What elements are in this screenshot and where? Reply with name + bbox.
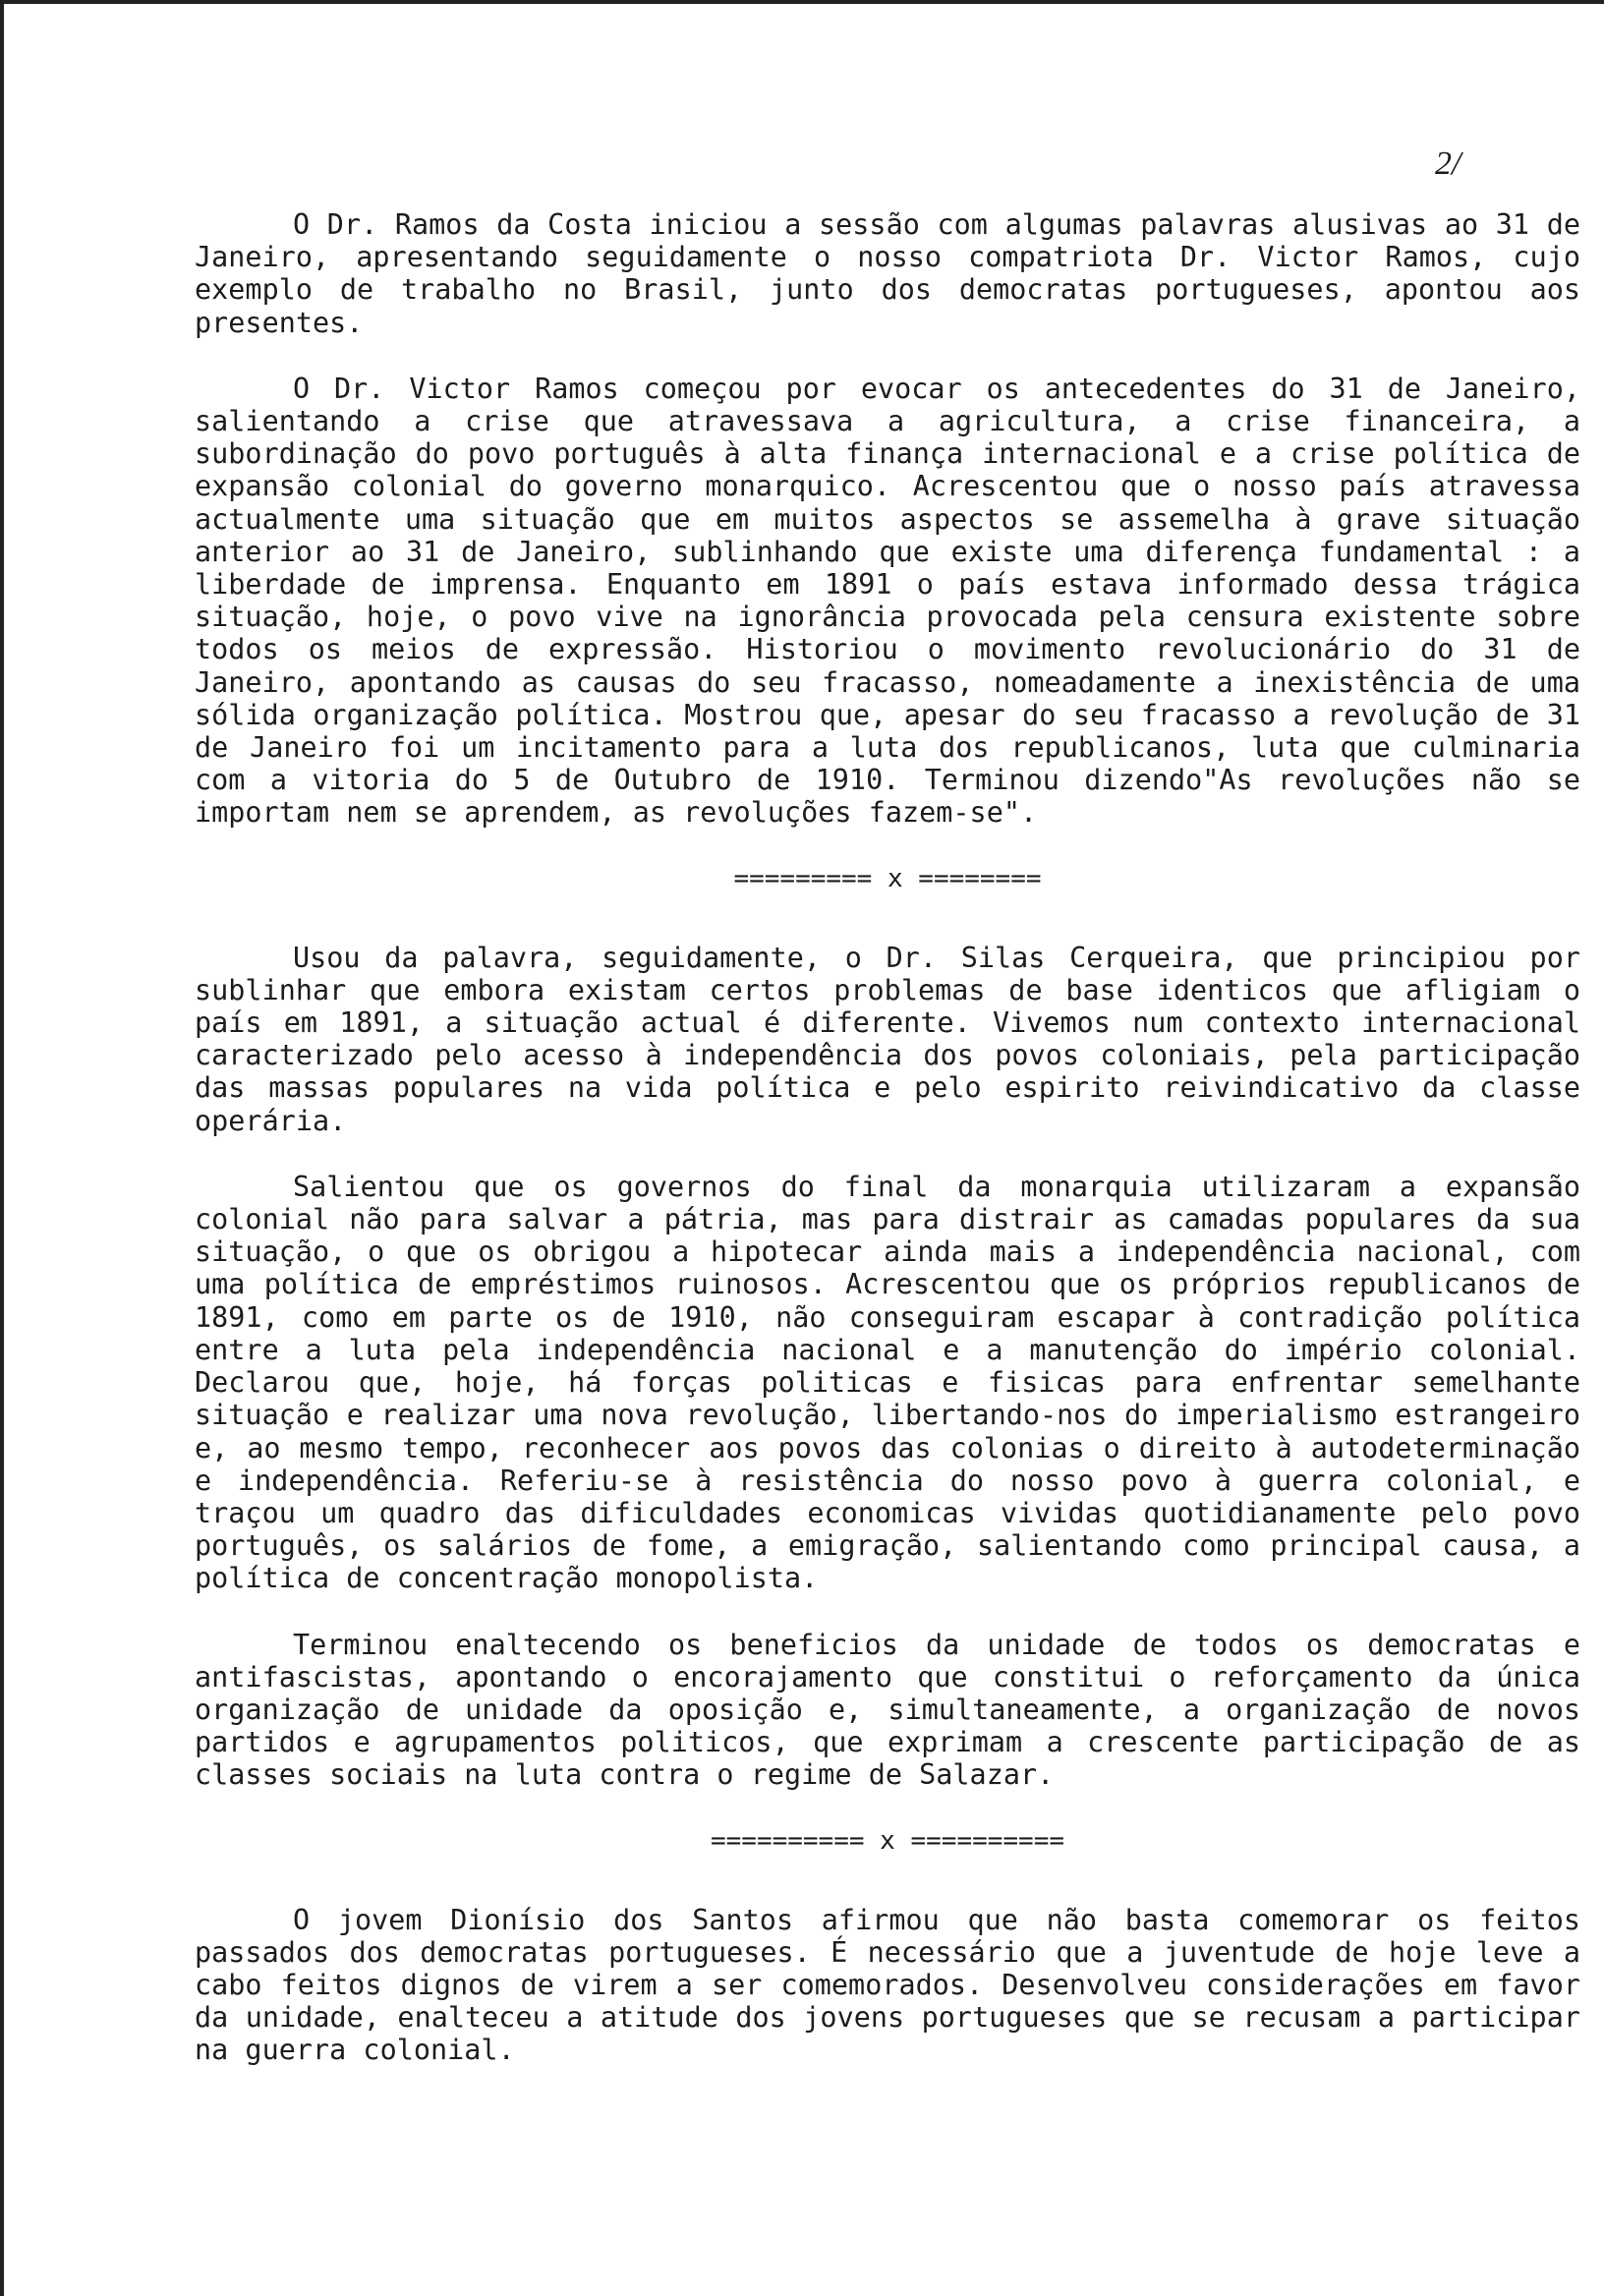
section-separator: ========= x ========: [733, 863, 1042, 893]
paragraph-unity: Terminou enaltecendo os beneficios da unidade de todos os democratas e antifascistas, apontando o encorajamento que constitui o reforçamento da única organização de unidade da oposição e, simultaneamente, a organização de novos partidos e agrupamentos politicos, que exprimam a crescente participação de as classes sociais na luta contra o regime de Salazar.: [195, 1628, 1580, 1792]
paragraph-dionisio-santos: O jovem Dionísio dos Santos afirmou que não basta comemorar os feitos passados dos democratas portugueses. É necessário que a juventude de hoje leve a cabo feitos dignos de virem a ser comemorados. Desenvolveu considerações em favor da unidade, enalteceu a atitude dos jovens portugueses que se recusam a participar na guerra colonial.: [195, 1903, 1580, 2067]
paragraph-opening: O Dr. Ramos da Costa iniciou a sessão com algumas palavras alusivas ao 31 de Janeiro, apresentando seguidamente o nosso compatriota Dr. Victor Ramos, cujo exemplo de trabalho no Brasil, junto dos democratas portugueses, apontou aos presentes.: [195, 208, 1580, 339]
paragraph-silas-cerqueira: Usou da palavra, seguidamente, o Dr. Silas Cerqueira, que principiou por sublinhar que embora existam certos problemas de base identicos que afligiam o país em 1891, a situação actual é diferente. Vivemos num contexto internacional caracterizado pelo acesso à independência dos povos coloniais, pela participação das massas populares na vida política e pelo espirito reivindicativo da classe operária.: [195, 941, 1580, 1137]
document-body: [195, 208, 1580, 2100]
section-separator: ========== x ==========: [710, 1825, 1065, 1856]
page-number: 2/: [1435, 145, 1461, 182]
paragraph-victor-ramos: O Dr. Victor Ramos começou por evocar os antecedentes do 31 de Janeiro, salientando a crise que atravessava a agricultura, a crise financeira, a subordinação do povo português à alta finança internacional e a crise política de expansão colonial do governo monarquico. Acrescentou que o nosso país atravessa actualmente uma situação que em muitos aspectos se assemelha à grave situação anterior ao 31 de Janeiro, sublinhando que existe uma diferença fundamental : a liberdade de imprensa. Enquanto em 1891 o país estava informado dessa trágica situação, hoje, o povo vive na ignorância provocada pela censura existente sobre todos os meios de expressão. Historiou o movimento revolucionário do 31 de Janeiro, apontando as causas do seu fracasso, nomeadamente a inexistência de uma sólida organização política. Mostrou que, apesar do seu fracasso a revolução de 31 de Janeiro foi um incitamento para a luta dos republicanos, luta que culminaria com a vitoria do 5 de Outubro de 1910. Terminou dizendo"As revoluções não se importam nem se aprendem, as revoluções fazem-se".: [195, 372, 1580, 830]
paragraph-colonial-expansion: Salientou que os governos do final da monarquia utilizaram a expansão colonial não para salvar a pátria, mas para distrair as camadas populares da sua situação, o que os obrigou a hipotecar ainda mais a independência nacional, com uma política de empréstimos ruinosos. Acrescentou que os próprios republicanos de 1891, como em parte os de 1910, não conseguiram escapar à contradição política entre a luta pela independência nacional e a manutenção do império colonial. Declarou que, hoje, há forças politicas e fisicas para enfrentar semelhante situação e realizar uma nova revolução, libertando-nos do imperialismo estrangeiro e, ao mesmo tempo, reconhecer aos povos das colonias o direito à autodeterminação e independência. Referiu-se à resistência do nosso povo à guerra colonial, e traçou um quadro das dificuldades economicas vividas quotidianamente pelo povo português, os salários de fome, a emigração, salientando como principal causa, a política de concentração monopolista.: [195, 1170, 1580, 1595]
